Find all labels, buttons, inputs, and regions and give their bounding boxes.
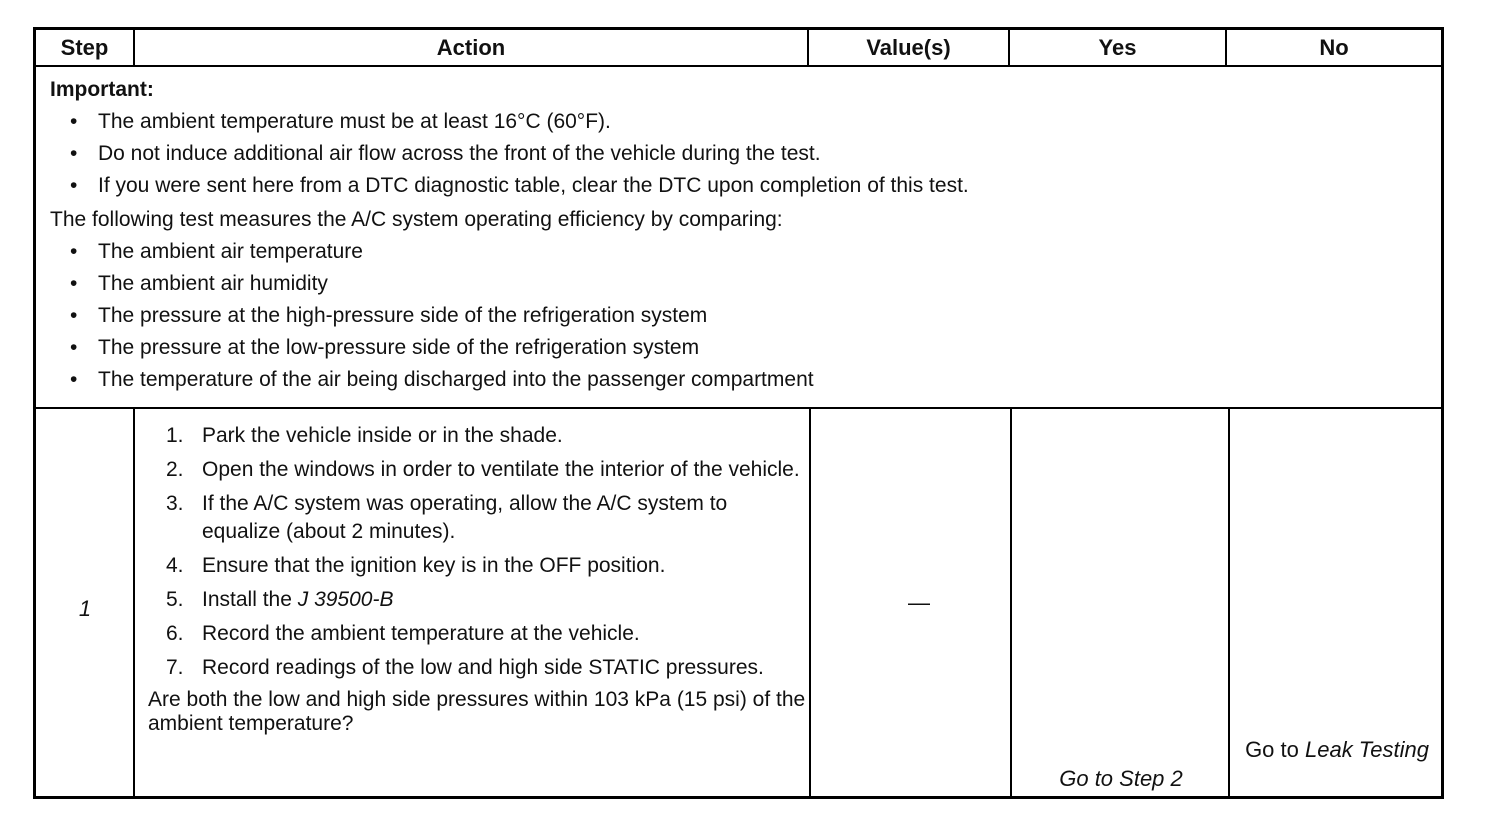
action-item: 1. Park the vehicle inside or in the shade. [166,424,563,447]
action-item: 4. Ensure that the ignition key is in the OFF position. [166,554,666,577]
step-question: Are both the low and high side pressures within 103 kPa (15 psi) of the ambient temperature? [148,688,806,735]
action-list [146,422,806,736]
action-item: 6. Record the ambient temperature at the vehicle. [166,622,640,645]
important-bullet: • If you were sent here from a DTC diagnostic table, clear the DTC upon completion of this test. [50,170,1431,202]
col-divider-action-body [809,408,811,796]
measure-bullet: • The pressure at the high-pressure side of the refrigeration system [50,300,1431,332]
header-no: No [1319,35,1349,60]
header-yes: Yes [1098,35,1137,60]
no-result [1228,736,1446,764]
important-bullet: • The ambient temperature must be at least 16°C (60°F). [50,106,1431,138]
leak-testing-link[interactable]: Leak Testing [1304,737,1429,762]
important-title: Important: [50,78,154,101]
test-intro: The following test measures the A/C system operating efficiency by comparing: [50,208,783,231]
action-item: 2. Open the windows in order to ventilate the interior of the vehicle. [166,458,800,481]
important-bottom-line [36,407,1441,409]
step-number: 1 [78,596,92,621]
action-item: 5. Install the J 39500-B [166,588,394,611]
header-step: Step [60,35,109,60]
diagnostic-table [33,27,1444,799]
important-bullet: • Do not induce additional air flow across the front of the vehicle during the test. [50,138,1431,170]
important-block [50,74,1431,396]
measure-bullet: • The pressure at the low-pressure side of the refrigeration system [50,332,1431,364]
header-values: Value(s) [866,35,951,60]
measure-bullet: • The ambient air humidity [50,268,1431,300]
col-divider-values-body [1010,408,1012,796]
header-action: Action [436,35,506,60]
action-item: 3. If the A/C system was operating, allow the A/C system to equalize (about 2 minutes). [166,492,728,543]
yes-go-to-step-2-link[interactable]: Go to Step 2 [1059,766,1183,791]
tool-reference: J 39500-B [297,588,394,611]
action-item: 7. Record readings of the low and high side STATIC pressures. [166,656,764,679]
measure-bullet: • The ambient air temperature [50,236,1431,268]
no-prefix: Go to [1245,737,1305,762]
measure-bullet: • The temperature of the air being discharged into the passenger compartment [50,364,1431,396]
value-cell: — [908,590,930,615]
